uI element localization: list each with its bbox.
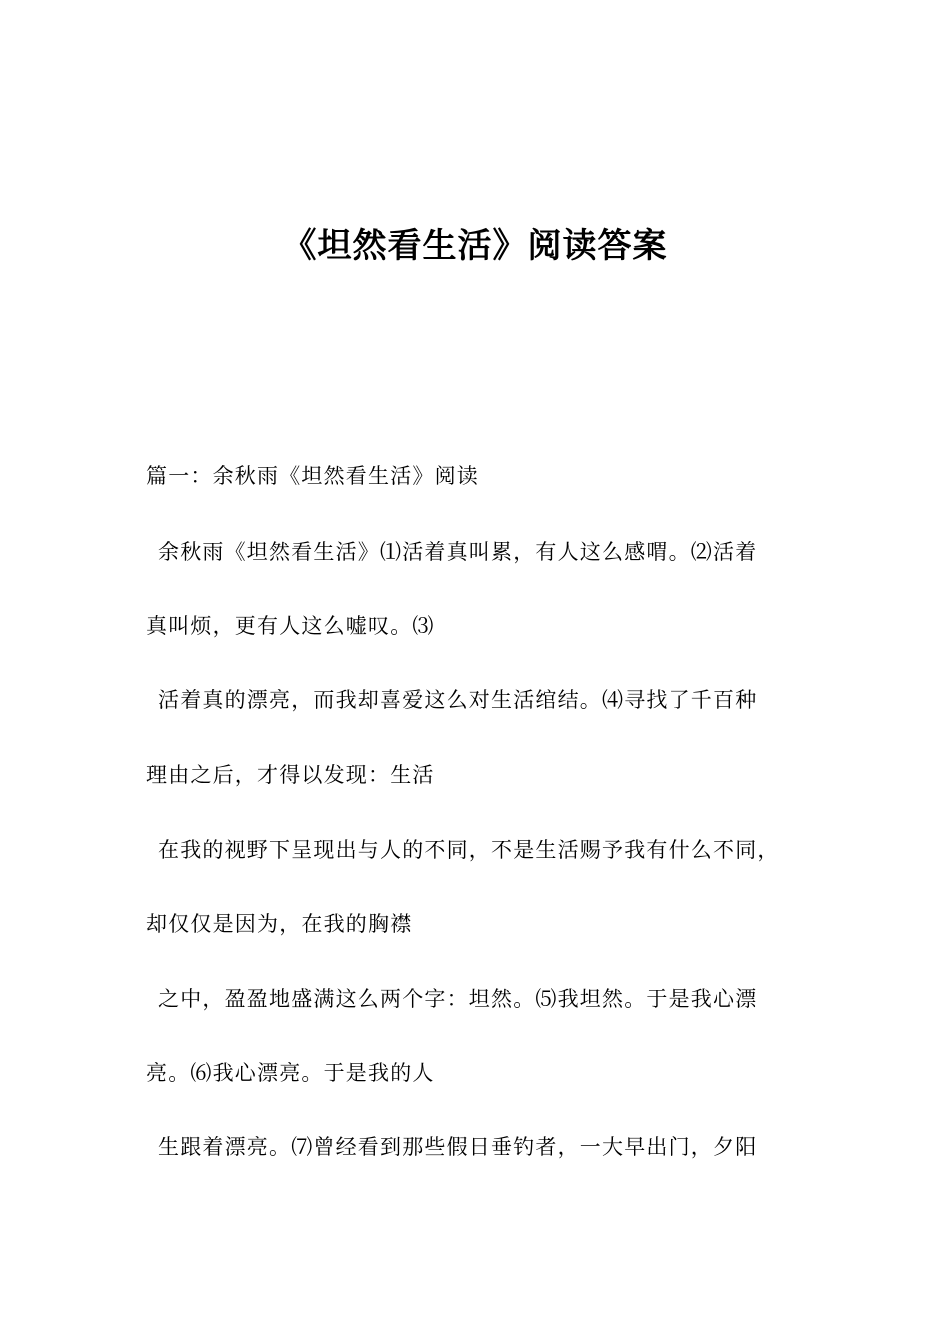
paragraph-line: 之中，盈盈地盛满这么两个字：坦然。⑸我坦然。于是我心漂 xyxy=(158,987,758,1011)
section-heading: 篇一：余秋雨《坦然看生活》阅读 xyxy=(146,464,479,488)
paragraph-line: 亮。⑹我心漂亮。于是我的人 xyxy=(146,1061,435,1085)
paragraph-line: 活着真的漂亮，而我却喜爱这么对生活绾结。⑷寻找了千百种 xyxy=(158,688,758,712)
paragraph-line: 却仅仅是因为，在我的胸襟 xyxy=(146,912,413,936)
paragraph-line: 真叫烦，更有人这么嘘叹。⑶ xyxy=(146,614,435,638)
document-title: 《坦然看生活》阅读答案 xyxy=(282,226,668,266)
paragraph-line: 理由之后，才得以发现：生活 xyxy=(146,763,435,787)
paragraph-line: 余秋雨《坦然看生活》⑴活着真叫累，有人这么感喟。⑵活着 xyxy=(158,540,758,564)
paragraph-line: 在我的视野下呈现出与人的不同，不是生活赐予我有什么不同， xyxy=(158,838,780,862)
paragraph-line: 生跟着漂亮。⑺曾经看到那些假日垂钓者，一大早出门，夕阳 xyxy=(158,1135,758,1159)
